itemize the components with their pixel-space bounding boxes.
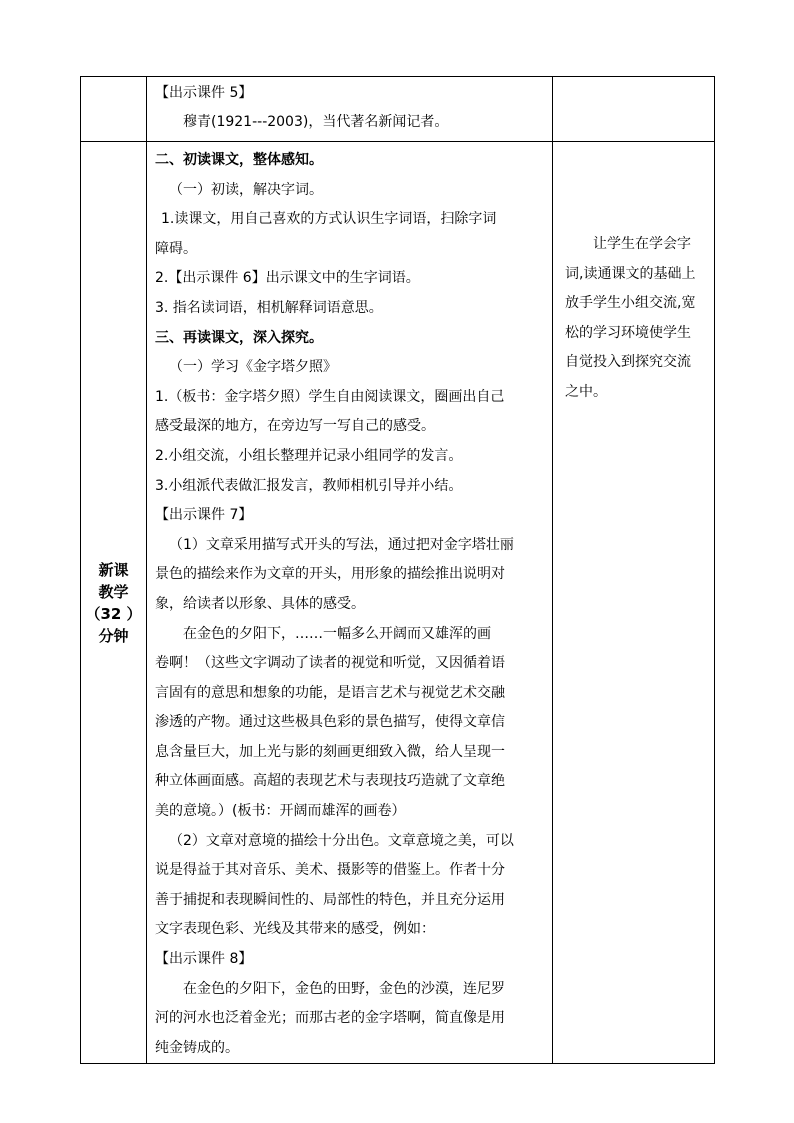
- slide-8-marker: 【出示课件 8】: [155, 951, 253, 968]
- table-row-intro: [81, 77, 715, 142]
- design-note-line-5: 自觉投入到探究交流: [565, 354, 691, 371]
- step-1-line-a: 1.（板书：金字塔夕照）学生自由阅读课文，圈画出自己: [155, 388, 505, 405]
- content-cell-intro: [147, 77, 553, 142]
- quote-line-5: 息含量巨大，加上光与影的刻画更细致入微，给人呈现一: [155, 743, 505, 760]
- point-2-line-a: （2）文章对意境的描绘十分出色。文章意境之美，可以: [169, 832, 514, 849]
- design-note-line-2: 词,读通课文的基础上: [565, 265, 696, 282]
- slide-7-marker: 【出示课件 7】: [155, 507, 253, 524]
- label-cell-empty: [81, 77, 147, 142]
- section-label-cell: [81, 142, 147, 1064]
- quote-line-1: 在金色的夕阳下，……一幅多么开阔而又雄浑的画: [183, 625, 491, 642]
- item-2: 2.【出示课件 6】出示课文中的生字词语。: [155, 270, 420, 287]
- step-3: 3.小组派代表做汇报发言，教师相机引导并小结。: [155, 477, 463, 494]
- subheading-words: （一）初读，解决字词。: [169, 181, 323, 198]
- slide-5-marker: 【出示课件 5】: [155, 85, 253, 101]
- design-note-line-1: 让学生在学会字: [593, 236, 691, 252]
- author-intro: 穆青(1921---2003)，当代著名新闻记者。: [183, 114, 449, 130]
- quote-line-7: 美的意境。）(板书：开阔而雄浑的画卷）: [155, 803, 406, 820]
- heading-first-reading: 二、初读课文，整体感知。: [155, 152, 323, 168]
- design-note-line-3: 放手学生小组交流,宽: [565, 295, 696, 312]
- point-2-line-c: 善于捕捉和表现瞬间性的、局部性的特色，并且充分运用: [155, 891, 505, 908]
- quote-line-6: 种立体画面感。高超的表现艺术与表现技巧造就了文章绝: [155, 773, 505, 790]
- item-1-line-a: 1.读课文，用自己喜欢的方式认识生字词语，扫除字词: [161, 211, 497, 228]
- content-cell-lesson: [147, 142, 553, 1064]
- design-note-line-4: 松的学习环境使学生: [565, 324, 691, 341]
- quote-line-3: 言固有的意思和想象的功能，是语言艺术与视觉艺术交融: [155, 684, 505, 701]
- point-1-line-c: 象，给读者以形象、具体的感受。: [155, 595, 365, 612]
- point-2-line-b: 说是得益于其对音乐、美术、摄影等的借鉴上。作者十分: [155, 862, 505, 879]
- quote-line-4: 渗透的产物。通过这些极具色彩的景色描写，使得文章信: [155, 714, 505, 731]
- step-2: 2.小组交流，小组长整理并记录小组同学的发言。: [155, 447, 463, 464]
- design-note: [553, 142, 714, 408]
- note-cell-empty: [553, 77, 715, 142]
- item-3: 3. 指名读词语，相机解释词语意思。: [155, 299, 383, 316]
- excerpt-line-2: 河的河水也泛着金光；而那古老的金字塔啊，简直像是用: [155, 1010, 505, 1027]
- heading-second-reading: 三、再读课文，深入探究。: [155, 329, 323, 346]
- excerpt-line-1: 在金色的夕阳下，金色的田野，金色的沙漠，连尼罗: [183, 980, 505, 997]
- step-1-line-b: 感受最深的地方，在旁边写一写自己的感受。: [155, 418, 435, 435]
- point-1-line-b: 景色的描绘来作为文章的开头，用形象的描绘推出说明对: [155, 566, 505, 583]
- section-label: 新课 教学 （32 ） 分钟: [85, 560, 142, 645]
- item-1-line-b: 障碍。: [155, 240, 197, 257]
- excerpt-line-3: 纯金铸成的。: [155, 1039, 239, 1056]
- table-row-new-lesson: [81, 142, 715, 1064]
- design-note-cell: [553, 142, 715, 1064]
- point-1-line-a: （1）文章采用描写式开头的写法，通过把对金字塔壮丽: [169, 536, 514, 553]
- quote-line-2: 卷啊！（这些文字调动了读者的视觉和听觉，又因循着语: [155, 655, 505, 672]
- point-2-line-d: 文字表现色彩、光线及其带来的感受，例如：: [155, 921, 435, 938]
- lesson-plan-table: [80, 76, 715, 1064]
- design-note-line-6: 之中。: [565, 383, 607, 400]
- subheading-pyramid: （一）学习《金字塔夕照》: [169, 359, 337, 376]
